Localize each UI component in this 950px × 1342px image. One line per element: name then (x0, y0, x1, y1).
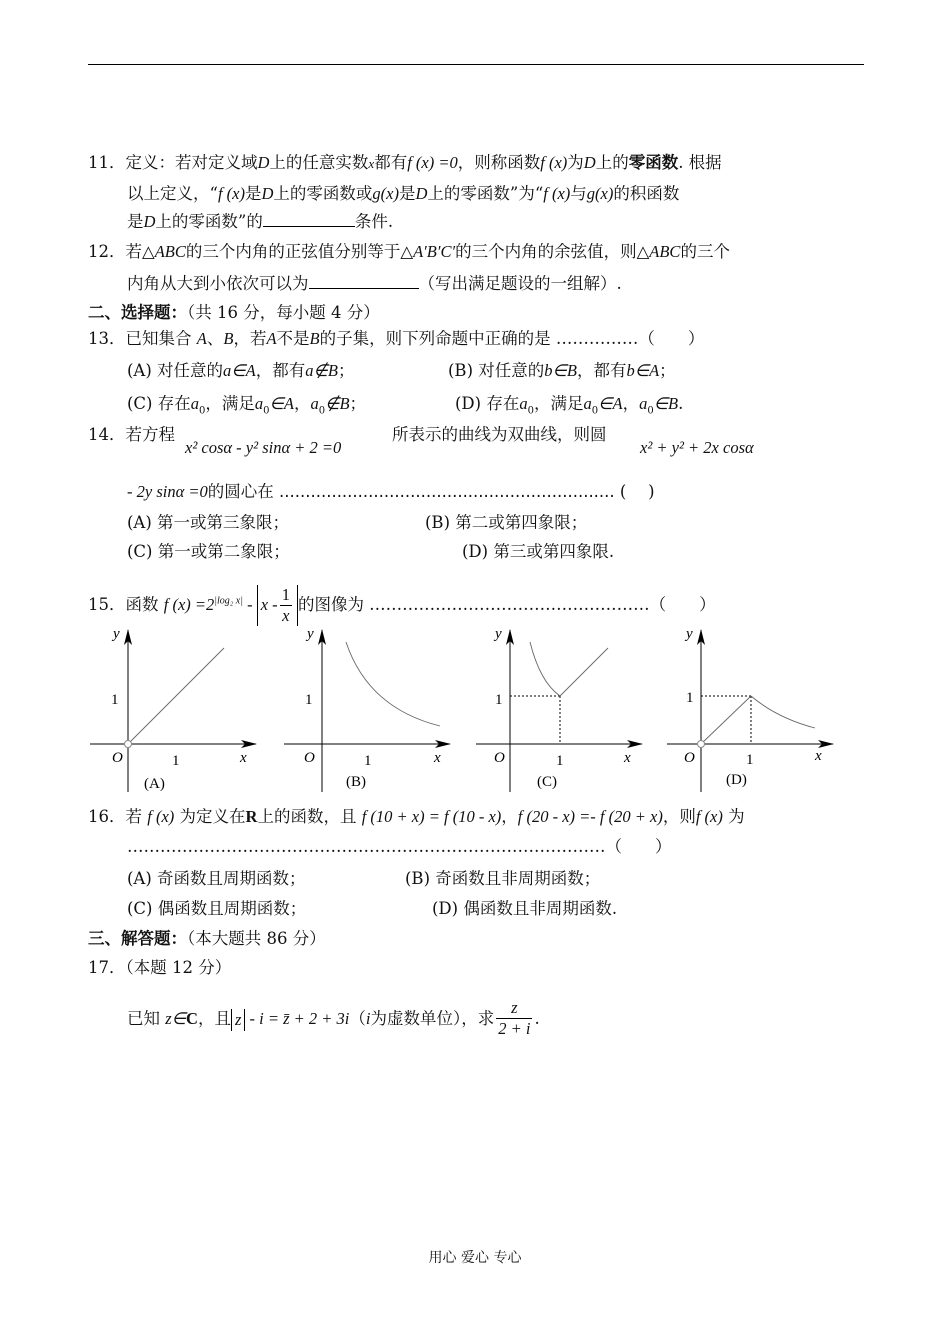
q14-option-d[interactable]: (D) 第三或第四象限. (462, 542, 615, 561)
q14-circle-eq: x² + y² + 2x cosα (640, 438, 754, 457)
graph-b[interactable] (282, 620, 462, 795)
q13-option-b[interactable]: (B) 对任意的b∈B，都有b∈A； (448, 361, 676, 380)
tick-label: 1 (556, 753, 564, 769)
q11-line3: 是D上的零函数”的 条件. (127, 212, 394, 231)
q16-stem: 16．若 f (x) 为定义在R上的函数，且 f (10 + x) = f (10 - x)，f (20 - x) =- f (20 + x)，则f (x) 为 (88, 807, 745, 826)
q16-option-d[interactable]: (D) 偶函数且非周期函数. (432, 899, 618, 918)
graph-d[interactable] (665, 620, 845, 795)
q17-body: 已知 z∈C，且 z - i = z̄ + 2 + 3i（i为虚数单位），求 $\frac{z}{2 + i}$ . (127, 998, 540, 1038)
x-axis-label: x (240, 750, 247, 766)
y-axis-label: y (307, 626, 314, 642)
top-rule (88, 64, 864, 65)
q14-option-c[interactable]: (C) 第一或第二象限； (127, 542, 290, 561)
q14-stem-c: - 2y sinα =0的圆心在 ................................................................ ( ) (127, 482, 655, 501)
abs-value: x - $\frac{1}{x}$ (257, 585, 298, 626)
graph-c[interactable] (474, 620, 654, 795)
q14-stem-b: 所表示的曲线为双曲线，则圆 (392, 425, 607, 444)
section-2-heading: 二、选择题：（共 16 分，每小题 4 分） (88, 303, 380, 322)
origin-label: O (494, 750, 505, 766)
q13-option-d[interactable]: (D) 存在$a_0$，满足$a_0\in A$，$a_0\in B$. (455, 394, 684, 417)
y-axis-label: y (113, 626, 120, 642)
q12-line2: 内角从大到小依次可以为 （写出满足题设的一组解）. (127, 274, 622, 293)
origin-label: O (304, 750, 315, 766)
section-3-heading: 三、解答题：（本大题共 86 分） (88, 929, 326, 948)
q11-line2: 以上定义，“f (x)是D上的零函数或g(x)是D上的零函数”为“f (x)与g(x)的积函数 (127, 184, 680, 203)
x-axis-label: x (815, 748, 822, 764)
q14-option-b[interactable]: (B) 第二或第四象限； (425, 513, 588, 532)
origin-label: O (112, 750, 123, 766)
option-label: (C) (537, 774, 557, 790)
option-label: (B) (346, 774, 366, 790)
y-axis-label: y (495, 626, 502, 642)
tick-label: 1 (305, 692, 313, 708)
q14-equation: x² cosα - y² sinα + 2 =0 (185, 438, 342, 457)
tick-label: 1 (746, 752, 754, 768)
q16-option-a[interactable]: (A) 奇函数且周期函数； (127, 869, 306, 888)
option-label: (D) (726, 772, 747, 788)
graph-a[interactable] (88, 620, 268, 795)
y-axis-label: y (686, 626, 693, 642)
page-footer: 用心 爱心 专心 (428, 1250, 522, 1266)
answer-blank[interactable] (309, 274, 419, 289)
tick-label: 1 (111, 692, 119, 708)
tick-label: 1 (364, 753, 372, 769)
q11-line1: 11．定义：若对定义域D上的任意实数x都有f (x) =0，则称函数f (x)为D上的零函数. 根据 (88, 153, 722, 172)
tick-label: 1 (495, 692, 503, 708)
answer-blank[interactable] (263, 212, 355, 227)
q13-option-a[interactable]: (A) 对任意的a∈A，都有a∉B； (127, 361, 355, 380)
q17-heading: 17．（本题 12 分） (88, 958, 232, 977)
q12-line1: 12．若△ABC的三个内角的正弦值分别等于△A′B′C′的三个内角的余弦值，则△ABC的三个 (88, 242, 730, 261)
option-label: (A) (144, 776, 165, 792)
q15-stem: 15．函数 f $(x) =2^{|log_2 x|} - x$ - $\frac{1}{x}$ 的图像为 ……………………………………………（ ） (88, 585, 716, 625)
q16-dots: ……………………………………………………………………………（ ） (127, 837, 672, 856)
tick-label: 1 (172, 753, 180, 769)
q14-stem: 14．若方程 (88, 425, 175, 444)
q14-option-a[interactable]: (A) 第一或第三象限； (127, 513, 290, 532)
origin-label: O (684, 750, 695, 766)
x-axis-label: x (624, 750, 631, 766)
q13-stem: 13．已知集合 A、B，若A不是B的子集，则下列命题中正确的是 ……………（ ） (88, 329, 705, 348)
q13-option-c[interactable]: (C) 存在$a_0$，满足$a_0\in A$，$a_0\notin B$； (127, 394, 367, 417)
q16-option-b[interactable]: (B) 奇函数且非周期函数； (405, 869, 601, 888)
q16-option-c[interactable]: (C) 偶函数且周期函数； (127, 899, 307, 918)
zero-function-term: 零函数 (628, 153, 679, 172)
x-axis-label: x (434, 750, 441, 766)
tick-label: 1 (686, 690, 694, 706)
